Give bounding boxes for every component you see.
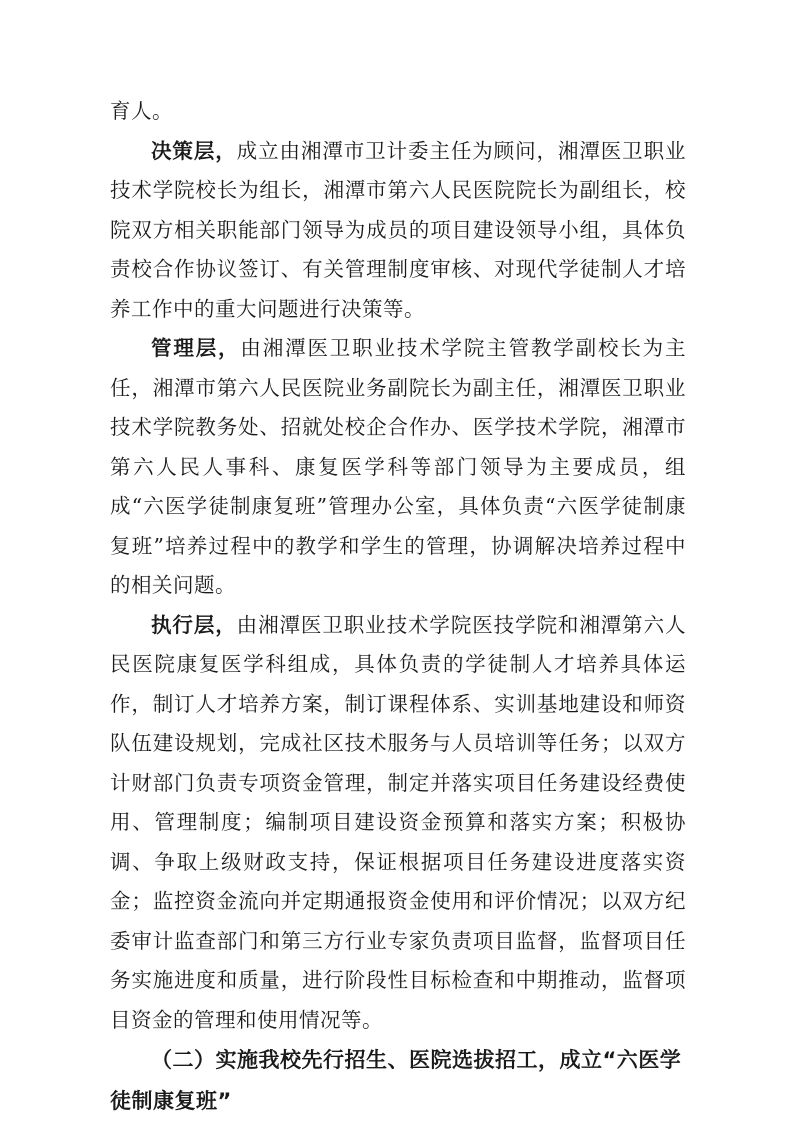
document-page: [110, 92, 686, 1122]
section-heading: （二）实施我校先行招生、医院选拔招工，成立“六医学徒制康复班”: [110, 1048, 682, 1113]
paragraph-lead: 管理层，: [151, 336, 241, 360]
paragraph-body: 成立由湘潭市卫计委主任为顾问，湘潭医卫职业技术学院校长为组长，湘潭市第六人民医院院长为副组长，校院双方相关职能部门领导为成员的项目建设领导小组，具体负责校合作协议签订、有关管理制度审核、对现代学徒制人才培养工作中的重大问题进行决策等。: [110, 138, 687, 321]
paragraph-management-layer: [110, 329, 686, 606]
paragraph-lead: 执行层，: [151, 612, 237, 637]
paragraph-body: 由湘潭医卫职业技术学院主管教学副校长为主任，湘潭市第六人民医院业务副院长为副主任，湘潭医卫职业技术学院教务处、招就处校企合作办、医学技术学院，湘潭市第六人民人事科、康复医学科等部门领导为主要成员，组成“六医学徒制康复班”管理办公室，具体负责“六医学徒制康复班”培养过程中的教学和学生的管理，协调解决培养过程中的相关问题。: [110, 336, 687, 597]
paragraph-lead: 决策层，: [151, 138, 237, 163]
continuation-text: 育人。: [110, 99, 173, 123]
paragraph-decision-layer: [110, 132, 686, 330]
paragraph-execution-layer: [110, 606, 686, 1041]
paragraph-body: 由湘潭医卫职业技术学院医技学院和湘潭第六人民医院康复医学科组成，具体负责的学徒制人才培养具体运作，制订人才培养方案，制订课程体系、实训基地建设和师资队伍建设规划，完成社区技术服务与人员培训等任务；以双方计财部门负责专项资金管理，制定并落实项目任务建设经费使用、管理制度；编制项目建设资金预算和落实方案；积极协调、争取上级财政支持，保证根据项目任务建设进度落实资金；监控资金流向并定期通报资金使用和评价情况；以双方纪委审计监查部门和第三方行业专家负责项目监督，监督项目任务实施进度和质量，进行阶段性目标检查和中期推动，监督项目资金的管理和使用情况等。: [110, 612, 687, 1032]
